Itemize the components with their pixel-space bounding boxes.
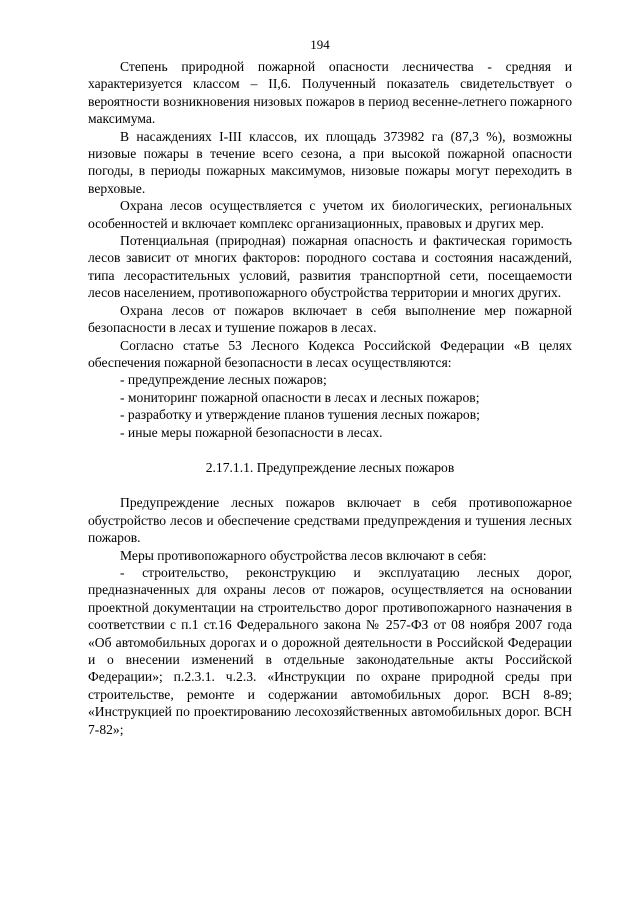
paragraph-fire-protection-measures: Охрана лесов от пожаров включает в себя выполнение мер пожарной безопасности в лесах и тушение пожаров в лесах. xyxy=(88,302,572,336)
paragraph-fire-infrastructure: Меры противопожарного обустройства лесов включают в себя: xyxy=(120,547,487,563)
section-heading: 2.17.1.1. Предупреждение лесных пожаров xyxy=(205,459,455,475)
list-item: - предупреждение лесных пожаров; xyxy=(120,372,327,388)
page-body xyxy=(88,58,572,738)
paragraph-fire-prevention: Предупреждение лесных пожаров включает в себя противопожарное обустройство лесов и обеспечение средствами предупреждения и тушения лесных пожаров. xyxy=(88,495,572,546)
paragraph-forest-protection: Охрана лесов осуществляется с учетом их биологических, региональных особенностей и включает комплекс организационных, правовых и других мер. xyxy=(88,198,572,231)
paragraph-fire-danger-class: Степень природной пожарной опасности лесничества - средняя и характеризуется классом – II,6. Полученный показатель свидетельствует о вероятности возникновения низовых пожаров в период весенне-летнего пожарного максимума. xyxy=(88,59,572,127)
list-item: - иные меры пожарной безопасности в лесах. xyxy=(120,424,383,440)
paragraph-stand-classes: В насаждениях I-III классов, их площадь 373982 га (87,3 %), возможны низовые пожары в течение всего сезона, а при высокой пожарной опасности погоды, в периоды пожарных максимумов, низовые пожары могут переходить в верховые. xyxy=(88,128,572,196)
page-number: 194 xyxy=(310,37,330,52)
list-item: - разработку и утверждение планов тушения лесных пожаров; xyxy=(120,407,480,423)
paragraph-forest-code-article: Согласно статье 53 Лесного Кодекса Российской Федерации «В целях обеспечения пожарной безопасности в лесах осуществляются: xyxy=(88,337,572,370)
paragraph-forest-roads: - строительство, реконструкцию и эксплуатацию лесных дорог, предназначенных для охраны лесов от пожаров, осуществляется на основании проектной документации на строительство дорог противопожарного назначения в соответствии с п.1 ст.16 Федерального закона № 257-ФЗ от 08 ноября 2007 года «Об автомобильных дорогах и о дорожной деятельности в Российской Федерации и о внесении изменений в отдельные законодательные акты Российской Федерации»; п.2.3.1. ч.2.3. «Инструкции по охране природной среды при строительстве, ремонте и содержании автомобильных дорог. ВСН 8-89; «Инструкцией по проектированию лесохозяйственных автомобильных дорог. ВСН 7-82»; xyxy=(88,564,572,737)
paragraph-fire-hazard-factors: Потенциальная (природная) пожарная опасность и фактическая горимость лесов зависит от многих факторов: породного состава и состояния насаждений, типа лесорастительных условий, развития транспортной сети, посещаемости лесов населением, противопожарного обустройства территории и многих других. xyxy=(88,233,572,301)
list-item: - мониторинг пожарной опасности в лесах и лесных пожаров; xyxy=(120,389,480,405)
